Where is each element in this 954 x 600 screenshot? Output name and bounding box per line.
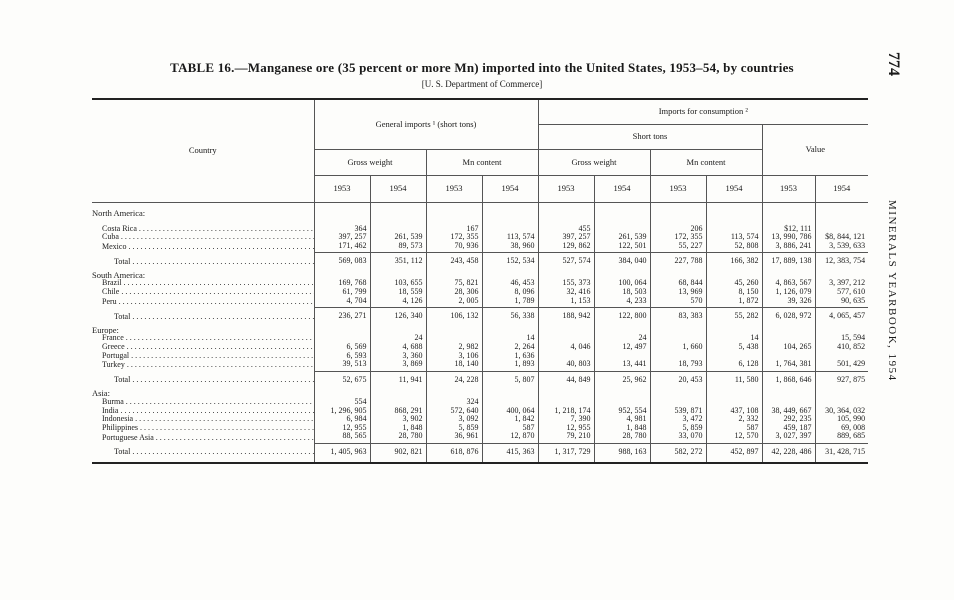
total-value-cell: 569, 083 [314,253,370,271]
value-cell: 6, 593 [314,352,370,361]
total-value-cell: 55, 282 [706,308,762,326]
value-cell: 324 [426,398,482,407]
value-cell: 8, 096 [482,288,538,297]
total-label: Total . . . [92,443,314,462]
value-cell: 1, 126, 079 [762,288,815,297]
running-head: MINERALS YEARBOOK, 1954 [886,200,898,382]
table-header [92,99,868,202]
value-cell: 3, 539, 633 [815,242,868,253]
value-cell: 292, 235 [762,415,815,424]
value-cell: 4, 981 [594,415,650,424]
total-row [92,253,868,271]
total-value-cell: 527, 574 [538,253,594,271]
value-cell: 103, 655 [370,279,426,288]
value-cell: 69, 008 [815,424,868,433]
value-cell: 6, 984 [314,415,370,424]
empty-cell [426,326,482,335]
value-cell: 261, 539 [370,233,426,242]
country-name: Portuguese Asia . . . [92,432,314,443]
table-row [92,242,868,253]
country-name: Greece . . . [92,343,314,352]
region-row [92,389,868,398]
total-value-cell: 11, 941 [370,371,426,389]
value-cell: 18, 559 [370,288,426,297]
value-cell: 172, 355 [650,233,706,242]
value-cell: 4, 046 [538,343,594,352]
value-cell: 40, 803 [538,360,594,371]
value-cell: 1, 636 [482,352,538,361]
value-cell: 32, 416 [538,288,594,297]
total-row [92,371,868,389]
empty-cell [762,202,815,225]
value-cell: 397, 257 [538,233,594,242]
empty-cell [538,202,594,225]
header-year: 1954 [594,175,650,202]
empty-cell [370,202,426,225]
value-cell: 68, 844 [650,279,706,288]
value-cell: 5, 859 [426,424,482,433]
value-cell: 75, 821 [426,279,482,288]
value-cell: 52, 808 [706,242,762,253]
value-cell: 172, 355 [426,233,482,242]
value-cell: 61, 799 [314,288,370,297]
value-cell: 577, 610 [815,288,868,297]
total-value-cell: 11, 580 [706,371,762,389]
value-cell: 4, 863, 567 [762,279,815,288]
empty-cell [314,326,370,335]
value-cell: 1, 296, 905 [314,407,370,416]
region-name: Europe: [92,325,119,335]
value-cell: 79, 210 [538,432,594,443]
total-value-cell: 902, 821 [370,443,426,462]
total-value-cell: 988, 163 [594,443,650,462]
value-cell: 868, 291 [370,407,426,416]
empty-cell [594,202,650,225]
value-cell: 572, 640 [426,407,482,416]
value-cell: 1, 660 [650,343,706,352]
total-value-cell: 25, 962 [594,371,650,389]
total-value-cell: 56, 338 [482,308,538,326]
value-cell: 28, 780 [594,432,650,443]
value-cell: 587 [482,424,538,433]
value-cell: 459, 187 [762,424,815,433]
value-cell: 13, 441 [594,360,650,371]
value-cell: 39, 513 [314,360,370,371]
value-cell: 18, 140 [426,360,482,371]
header-short-tons: Short tons [538,124,762,149]
total-value-cell: 20, 453 [650,371,706,389]
empty-cell [314,202,370,225]
value-cell: 1, 848 [594,424,650,433]
value-cell: 155, 373 [538,279,594,288]
header-gross-weight-consumption: Gross weight [538,149,650,175]
value-cell: 105, 990 [815,415,868,424]
value-cell: 113, 574 [706,233,762,242]
value-cell: 5, 859 [650,424,706,433]
total-row [92,443,868,462]
value-cell: 14 [706,334,762,343]
total-value-cell: 243, 458 [426,253,482,271]
value-cell: 1, 789 [482,297,538,308]
value-cell: $8, 844, 121 [815,233,868,242]
empty-cell [706,389,762,398]
total-value-cell: 83, 383 [650,308,706,326]
empty-cell [650,202,706,225]
table-row [92,360,868,371]
value-cell: 5, 438 [706,343,762,352]
value-cell: 1, 764, 381 [762,360,815,371]
region-name: North America: [92,208,146,219]
value-cell: 14 [482,334,538,343]
empty-cell [482,202,538,225]
value-cell: 410, 852 [815,343,868,352]
table-row [92,297,868,308]
country-name: Mexico . . . [92,242,314,253]
total-value-cell: 582, 272 [650,443,706,462]
header-value: Value [762,124,868,175]
value-cell: 13, 990, 786 [762,233,815,242]
empty-cell [706,202,762,225]
value-cell: 206 [650,225,706,234]
value-cell: 100, 064 [594,279,650,288]
total-value-cell: 44, 849 [538,371,594,389]
value-cell: 12, 570 [706,432,762,443]
empty-cell [762,389,815,398]
value-cell: 889, 685 [815,432,868,443]
empty-cell [650,389,706,398]
country-name: Indonesia . . . [92,415,314,424]
total-value-cell: 618, 876 [426,443,482,462]
total-value-cell: 52, 675 [314,371,370,389]
table-body [92,202,868,463]
country-name: France . . . [92,334,314,343]
header-mn-content-consumption: Mn content [650,149,762,175]
value-cell: 4, 688 [370,343,426,352]
value-cell: 1, 848 [370,424,426,433]
table-subtitle: [U. S. Department of Commerce] [421,79,543,89]
value-cell: 113, 574 [482,233,538,242]
total-value-cell: 1, 317, 729 [538,443,594,462]
value-cell: 1, 842 [482,415,538,424]
total-label: Total . . . [92,253,314,271]
total-value-cell: 106, 132 [426,308,482,326]
value-cell: 3, 886, 241 [762,242,815,253]
value-cell: 3, 027, 397 [762,432,815,443]
value-cell: 570 [650,297,706,308]
value-cell: 2, 332 [706,415,762,424]
total-value-cell: 351, 112 [370,253,426,271]
value-cell: 38, 960 [482,242,538,253]
value-cell: 28, 780 [370,432,426,443]
value-cell: 122, 501 [594,242,650,253]
value-cell: 1, 153 [538,297,594,308]
total-value-cell: 126, 340 [370,308,426,326]
total-value-cell: 24, 228 [426,371,482,389]
total-value-cell: 152, 534 [482,253,538,271]
header-year: 1954 [482,175,538,202]
total-value-cell: 1, 405, 963 [314,443,370,462]
total-value-cell: 42, 228, 486 [762,443,815,462]
value-cell: 364 [314,225,370,234]
header-year: 1953 [538,175,594,202]
value-cell: 33, 070 [650,432,706,443]
country-name: Costa Rica . . . [92,225,314,234]
country-name: Brazil . . . [92,279,314,288]
value-cell: 6, 128 [706,360,762,371]
value-cell: 70, 936 [426,242,482,253]
value-cell: 45, 260 [706,279,762,288]
value-cell: 2, 264 [482,343,538,352]
total-value-cell: 122, 800 [594,308,650,326]
country-name: Portugal . . . [92,352,314,361]
header-imports-consumption: Imports for consumption ² [538,99,868,124]
empty-cell [815,202,868,225]
empty-cell [650,326,706,335]
total-value-cell: 384, 040 [594,253,650,271]
empty-cell [370,389,426,398]
value-cell: 55, 227 [650,242,706,253]
value-cell: 3, 092 [426,415,482,424]
total-row [92,308,868,326]
page-number: 774 [885,52,902,76]
empty-cell [815,389,868,398]
value-cell: 2, 982 [426,343,482,352]
header-year: 1953 [314,175,370,202]
value-cell: 1, 872 [706,297,762,308]
value-cell: 3, 360 [370,352,426,361]
value-cell: 539, 871 [650,407,706,416]
total-value-cell: 5, 807 [482,371,538,389]
value-cell: 24 [594,334,650,343]
value-cell: 46, 453 [482,279,538,288]
total-value-cell: 415, 363 [482,443,538,462]
value-cell: 12, 870 [482,432,538,443]
value-cell: 4, 233 [594,297,650,308]
total-value-cell: 227, 788 [650,253,706,271]
value-cell: 952, 554 [594,407,650,416]
header-country: Country [92,99,314,202]
value-cell: 3, 472 [650,415,706,424]
country-name: Chile . . . [92,288,314,297]
header-year: 1953 [762,175,815,202]
value-cell: 8, 150 [706,288,762,297]
header-general-imports: General imports ¹ (short tons) [314,99,538,149]
total-value-cell: 6, 028, 972 [762,308,815,326]
value-cell: 28, 306 [426,288,482,297]
table-row [92,432,868,443]
value-cell: 4, 704 [314,297,370,308]
value-cell: 167 [426,225,482,234]
region-name: South America: [92,270,146,280]
country-name: Philippines . . . [92,424,314,433]
value-cell: 171, 462 [314,242,370,253]
value-cell: 1, 218, 174 [538,407,594,416]
value-cell: 4, 126 [370,297,426,308]
value-cell: 129, 862 [538,242,594,253]
value-cell: 38, 449, 667 [762,407,815,416]
country-name: India . . . [92,407,314,416]
value-cell: 24 [370,334,426,343]
value-cell: 12, 497 [594,343,650,352]
value-cell: 18, 503 [594,288,650,297]
value-cell: 3, 397, 212 [815,279,868,288]
value-cell: 7, 390 [538,415,594,424]
region-name: Asia: [92,389,110,398]
value-cell: $12, 111 [762,225,815,234]
total-value-cell: 236, 271 [314,308,370,326]
empty-cell [538,389,594,398]
header-gross-weight: Gross weight [314,149,426,175]
value-cell: 501, 429 [815,360,868,371]
country-name: Peru . . . [92,297,314,308]
value-cell: 1, 893 [482,360,538,371]
value-cell: 18, 793 [650,360,706,371]
value-cell: 88, 565 [314,432,370,443]
total-value-cell: 17, 889, 138 [762,253,815,271]
value-cell: 104, 265 [762,343,815,352]
empty-cell [594,389,650,398]
header-mn-content: Mn content [426,149,538,175]
empty-cell [482,389,538,398]
region-row [92,202,868,225]
total-value-cell: 166, 382 [706,253,762,271]
value-cell: 90, 635 [815,297,868,308]
header-year: 1954 [706,175,762,202]
value-cell: 6, 569 [314,343,370,352]
total-label: Total . . . [92,308,314,326]
total-value-cell: 12, 383, 754 [815,253,868,271]
empty-cell [426,202,482,225]
value-cell: 36, 961 [426,432,482,443]
total-value-cell: 31, 428, 715 [815,443,868,462]
country-name: Cuba . . . [92,233,314,242]
country-name: Turkey . . . [92,360,314,371]
header-year: 1954 [815,175,868,202]
total-value-cell: 4, 065, 457 [815,308,868,326]
header-year: 1954 [370,175,426,202]
total-value-cell: 452, 897 [706,443,762,462]
value-cell: 3, 106 [426,352,482,361]
total-value-cell: 927, 875 [815,371,868,389]
country-name: Burma . . . [92,398,314,407]
header-year: 1953 [426,175,482,202]
empty-cell [538,326,594,335]
total-label: Total . . . [92,371,314,389]
value-cell: 39, 326 [762,297,815,308]
value-cell: 437, 108 [706,407,762,416]
value-cell: 554 [314,398,370,407]
empty-cell [762,326,815,335]
value-cell: 587 [706,424,762,433]
table-title: TABLE 16.—Manganese ore (35 percent or more Mn) imported into the United States, 1953–54, by countries [170,60,794,75]
value-cell: 13, 969 [650,288,706,297]
value-cell: 12, 955 [538,424,594,433]
value-cell: 3, 869 [370,360,426,371]
value-cell: 30, 364, 032 [815,407,868,416]
value-cell: 89, 573 [370,242,426,253]
value-cell: 455 [538,225,594,234]
value-cell: 400, 064 [482,407,538,416]
value-cell: 15, 594 [815,334,868,343]
total-value-cell: 188, 942 [538,308,594,326]
total-value-cell: 1, 868, 646 [762,371,815,389]
imports-table [92,98,868,464]
value-cell: 397, 257 [314,233,370,242]
value-cell: 2, 005 [426,297,482,308]
value-cell: 3, 902 [370,415,426,424]
value-cell: 261, 539 [594,233,650,242]
table-row [92,343,868,352]
header-year: 1953 [650,175,706,202]
value-cell: 169, 768 [314,279,370,288]
value-cell: 12, 955 [314,424,370,433]
